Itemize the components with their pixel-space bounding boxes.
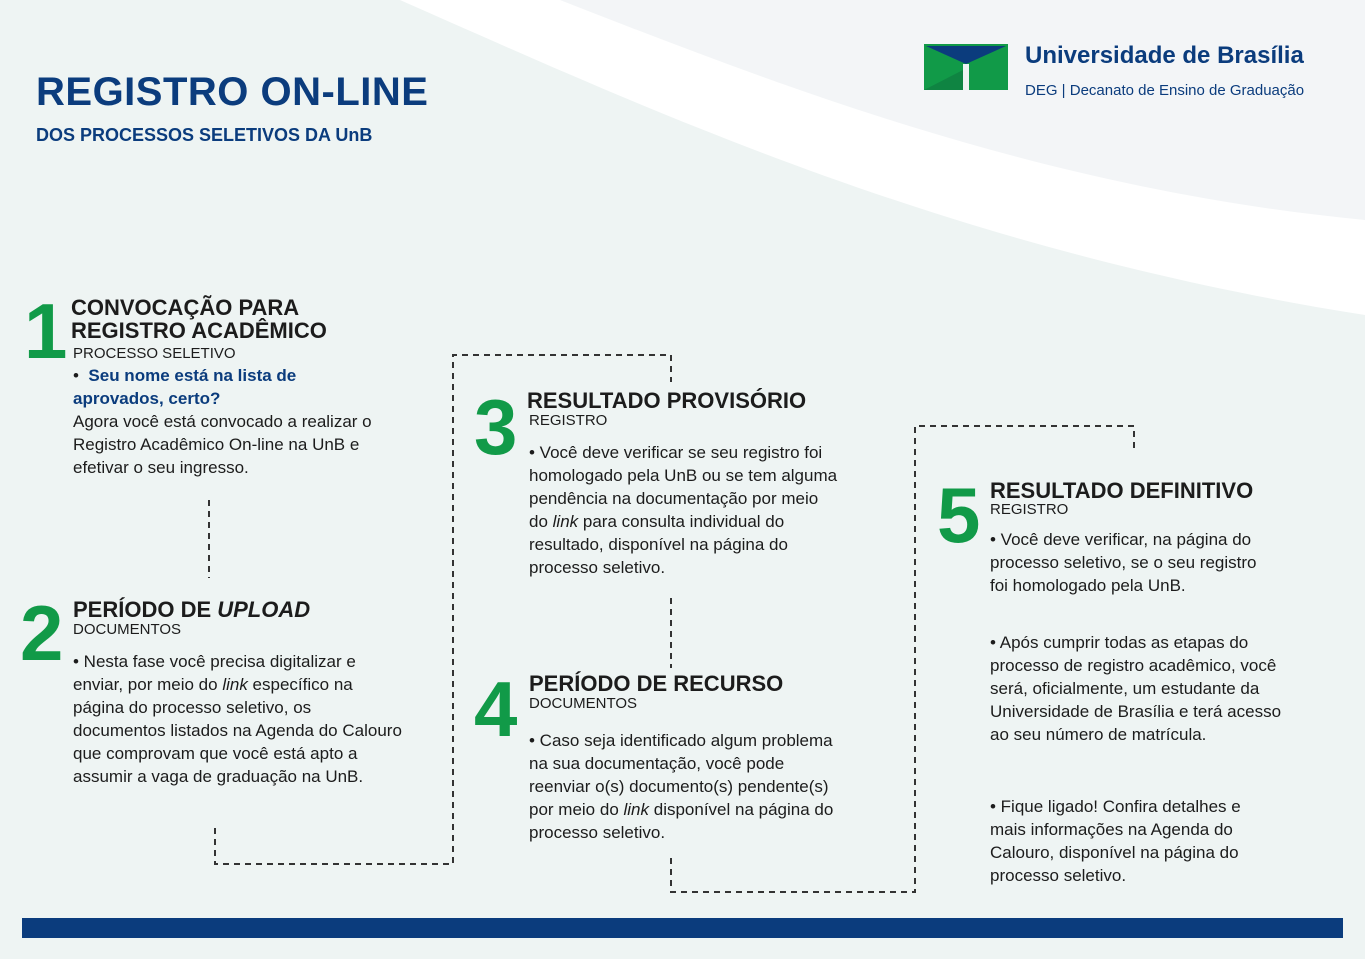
step-2-title (73, 598, 310, 621)
step-1-number: 1 (24, 287, 68, 375)
step-4-text-line: • Caso seja identificado algum problema (529, 731, 833, 750)
step-4-text-line: na sua documentação, você pode (529, 754, 785, 773)
step-5-text-line: Universidade de Brasília e terá acesso (990, 702, 1282, 721)
step-5-text-line: Calouro, disponível na página do (990, 843, 1239, 862)
text-span: disponível na página do (649, 800, 834, 819)
step-5-text-line: mais informações na Agenda do (990, 820, 1233, 839)
step-2-text-line: página do processo seletivo, os (73, 698, 312, 717)
step-1-body (73, 364, 443, 479)
step-3-subtitle: REGISTRO (529, 412, 608, 429)
step-5-paragraph-1 (990, 528, 1330, 597)
step-4-title: PERÍODO DE RECURSO (529, 671, 784, 696)
step-5-subtitle: REGISTRO (990, 501, 1069, 518)
text-span: enviar, por meio do (73, 675, 223, 694)
step-3-text-line: homologado pela UnB ou se tem alguma (529, 466, 838, 485)
step-4-number: 4 (474, 665, 518, 753)
step-1-title-line: REGISTRO ACADÊMICO (71, 318, 327, 343)
link-term: link (222, 675, 248, 694)
step-5-number: 5 (937, 471, 981, 559)
institution-department: DEG | Decanato de Ensino de Graduação (1025, 82, 1305, 99)
step-1-subtitle: PROCESSO SELETIVO (73, 345, 236, 362)
text-span: específico na (247, 675, 353, 694)
step-1-highlight-text: aprovados, certo? (73, 389, 221, 408)
footer-bar (22, 918, 1343, 938)
step-3-text-line: • Você deve verificar se seu registro foi (529, 443, 823, 462)
link-term: link (552, 512, 579, 531)
step-1-text-line: Agora você está convocado a realizar o (73, 412, 372, 431)
step-5-title: RESULTADO DEFINITIVO (990, 478, 1254, 503)
step-2-body (73, 650, 443, 788)
step-5-text-line: processo de registro acadêmico, você (990, 656, 1277, 675)
step-5-text-line: • Após cumprir todas as etapas do (990, 633, 1249, 652)
step-2-text-line: • Nesta fase você precisa digitalizar e (73, 652, 356, 671)
step-5-text-line: • Você deve verificar, na página do (990, 530, 1252, 549)
step-1-title-line: CONVOCAÇÃO PARA (71, 295, 300, 320)
step-1-title (71, 296, 327, 342)
step-1-highlight-text: Seu nome está na lista de (88, 366, 297, 385)
step-5-text-line: foi homologado pela UnB. (990, 576, 1186, 595)
page-subtitle: DOS PROCESSOS SELETIVOS DA UnB (36, 125, 373, 145)
step-5-text-line: • Fique ligado! Confira detalhes e (990, 797, 1241, 816)
step-4-text-line: processo seletivo. (529, 823, 666, 842)
step-2-text-line: assumir a vaga de graduação na UnB. (73, 767, 364, 786)
step-3-text-line: processo seletivo. (529, 558, 666, 577)
step-2-title-emphasis: UPLOAD (217, 597, 311, 622)
step-1-text-line: efetivar o seu ingresso. (73, 458, 249, 477)
step-4-text-line (529, 798, 909, 821)
step-2-text-line: que comprovam que você está apto a (73, 744, 358, 763)
step-3-number: 3 (474, 383, 518, 471)
step-1-highlight (73, 364, 443, 387)
step-1-text-line: Registro Acadêmico On-line na UnB e (73, 435, 360, 454)
step-3-text-line (529, 510, 909, 533)
step-4-text-line: reenviar o(s) documento(s) pendente(s) (529, 777, 829, 796)
institution-name: Universidade de Brasília (1025, 42, 1304, 69)
step-4-subtitle: DOCUMENTOS (529, 695, 638, 712)
step-2-subtitle: DOCUMENTOS (73, 621, 182, 638)
step-5-text-line: processo seletivo, se o seu registro (990, 553, 1257, 572)
step-5-text-line: ao seu número de matrícula. (990, 725, 1207, 744)
step-5-paragraph-2 (990, 631, 1330, 746)
text-span: do (529, 512, 553, 531)
step-3-body (529, 441, 909, 579)
bullet: • (73, 366, 79, 385)
step-5-text-line: será, oficialmente, um estudante da (990, 679, 1260, 698)
step-5-paragraph-3 (990, 795, 1330, 887)
text-span: por meio do (529, 800, 624, 819)
text-span: para consulta individual do (578, 512, 785, 531)
step-3-text-line: resultado, disponível na página do (529, 535, 788, 554)
step-3-title: RESULTADO PROVISÓRIO (527, 388, 807, 413)
page-title: REGISTRO ON-LINE (36, 70, 429, 114)
step-2-text-line (73, 673, 443, 696)
step-5-text-line: processo seletivo. (990, 866, 1127, 885)
step-2-number: 2 (20, 589, 64, 677)
step-2-title-prefix: PERÍODO DE (73, 597, 218, 622)
step-4-body (529, 729, 909, 844)
step-3-text-line: pendência na documentação por meio (529, 489, 819, 508)
step-2-text-line: documentos listados na Agenda do Calouro (73, 721, 402, 740)
link-term: link (623, 800, 650, 819)
